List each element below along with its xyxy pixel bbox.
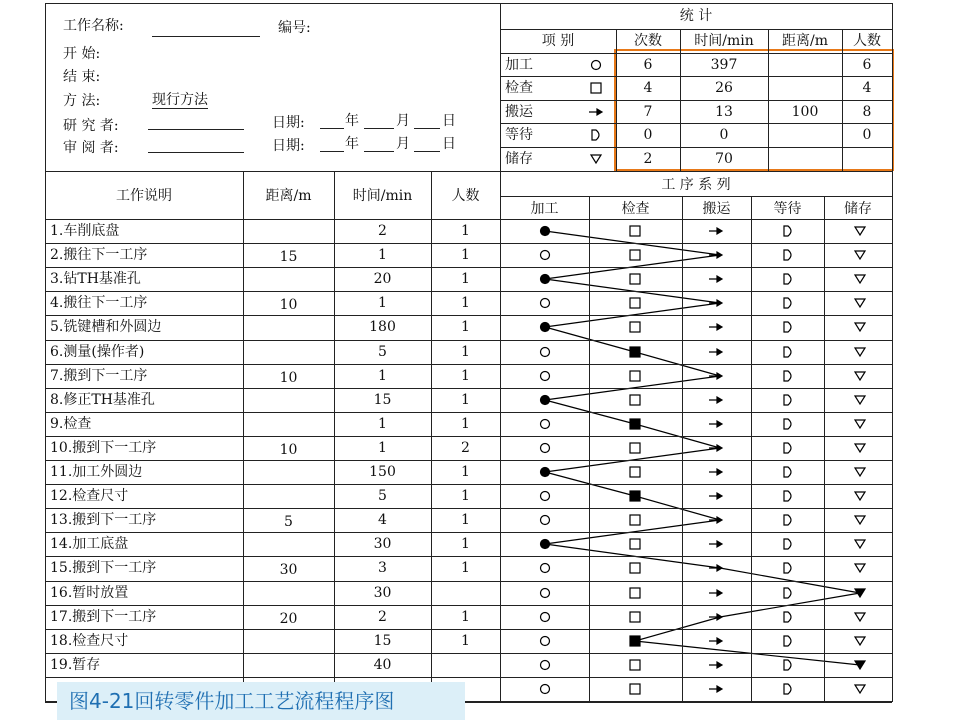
grid-line-h <box>45 677 892 678</box>
figure-caption: 图4-21回转零件加工工艺流程程序图 <box>57 682 465 720</box>
step-square-symbol <box>630 395 640 405</box>
step-d-symbol <box>784 563 791 573</box>
step-arrow-symbol <box>709 276 722 282</box>
step-people: 1 <box>461 368 470 384</box>
step-arrow-symbol <box>709 421 722 427</box>
step-people: 1 <box>461 609 470 625</box>
step-arrow-symbol <box>709 300 722 306</box>
stats-symbol <box>592 61 601 70</box>
step-circle-symbol <box>541 372 550 381</box>
step-desc: 7.搬到下一工序 <box>50 368 148 384</box>
step-triangle-symbol <box>855 564 865 572</box>
stats-symbol <box>592 130 599 140</box>
grid-line-v <box>824 196 825 702</box>
grid-line-h <box>500 53 892 54</box>
step-triangle-symbol <box>855 372 865 380</box>
grid-line-h <box>45 3 892 4</box>
month-label-2: 月 <box>396 136 410 152</box>
step-d-symbol <box>784 443 791 453</box>
step-distance: 5 <box>284 514 293 530</box>
stats-row-label: 储存 <box>505 151 533 167</box>
step-circle-symbol <box>541 251 550 260</box>
step-desc: 5.铣键槽和外圆边 <box>50 319 162 335</box>
step-d-symbol <box>784 539 791 549</box>
step-desc: 2.搬往下一工序 <box>50 247 148 263</box>
grid-line-h <box>45 605 892 606</box>
step-arrow-symbol <box>709 469 722 475</box>
step-arrow-symbol <box>709 541 722 547</box>
step-triangle-symbol <box>855 275 865 283</box>
step-d-symbol <box>784 612 791 622</box>
step-distance: 10 <box>279 297 298 313</box>
stats-row-times: 4 <box>643 80 653 96</box>
step-circle-symbol <box>541 420 550 429</box>
stats-row-label: 等待 <box>505 127 533 143</box>
step-desc: 14.加工底盘 <box>50 536 129 552</box>
step-d-symbol <box>784 250 791 260</box>
step-desc: 18.检查尺寸 <box>50 633 129 649</box>
grid-line-h <box>45 291 892 292</box>
stats-row-people: 8 <box>862 104 872 120</box>
year-label: 年 <box>345 113 359 129</box>
number-label: 编号: <box>278 20 311 36</box>
step-d-symbol <box>784 371 791 381</box>
step-time: 1 <box>378 368 387 384</box>
step-time: 2 <box>378 609 387 625</box>
stats-row-times: 2 <box>643 151 653 167</box>
step-distance: 10 <box>279 370 298 386</box>
step-triangle-symbol <box>855 251 865 259</box>
grid-line-v <box>751 196 752 702</box>
step-triangle-symbol <box>855 685 865 693</box>
step-d-symbol <box>784 322 791 332</box>
grid-line-v <box>768 29 769 171</box>
steps-col-people: 人数 <box>451 188 480 204</box>
step-square-symbol <box>630 443 640 453</box>
grid-line-h <box>45 388 892 389</box>
step-time: 1 <box>378 247 387 263</box>
step-circle-symbol <box>541 613 550 622</box>
step-people: 1 <box>461 633 470 649</box>
step-time: 30 <box>373 585 392 601</box>
step-circle-symbol <box>541 637 550 646</box>
stats-row-times: 6 <box>643 57 653 73</box>
step-d-symbol <box>784 588 791 598</box>
grid-line-h <box>500 123 892 124</box>
grid-line-h <box>45 243 892 244</box>
grid-line-h <box>45 532 892 533</box>
grid-line-h <box>45 412 892 413</box>
series-title: 工 序 系 列 <box>661 177 731 193</box>
step-desc: 4.搬往下一工序 <box>50 295 148 311</box>
grid-line-h <box>45 508 892 509</box>
step-square-symbol <box>630 515 640 525</box>
grid-line-v <box>616 29 617 171</box>
year-label-2: 年 <box>345 136 359 152</box>
grid-line-v <box>680 29 681 171</box>
step-desc: 13.搬到下一工序 <box>50 512 157 528</box>
month-label: 月 <box>396 113 410 129</box>
steps-col-distance: 距离/m <box>265 188 312 204</box>
step-arrow-symbol <box>709 252 722 258</box>
grid-line-v <box>682 196 683 702</box>
grid-line-h <box>45 653 892 654</box>
step-desc: 10.搬到下一工序 <box>50 440 157 456</box>
grid-line-h <box>500 196 892 197</box>
step-arrow-symbol <box>709 397 722 403</box>
stats-symbol <box>589 109 602 115</box>
grid-line-h <box>45 484 892 485</box>
series-col-wait: 等待 <box>773 201 802 217</box>
step-arrow-symbol <box>709 228 722 234</box>
step-people: 1 <box>461 271 470 287</box>
step-d-symbol <box>784 419 791 429</box>
step-time: 1 <box>378 295 387 311</box>
step-time: 2 <box>378 223 387 239</box>
step-desc: 15.搬到下一工序 <box>50 560 157 576</box>
stats-col-time: 时间/min <box>694 33 754 49</box>
step-triangle-symbol <box>855 468 865 476</box>
step-arrow-symbol <box>709 590 722 596</box>
step-circle-symbol <box>541 685 550 694</box>
step-arrow-symbol <box>709 638 722 644</box>
grid-line-v <box>842 29 843 171</box>
stats-title: 统 计 <box>679 8 713 24</box>
step-square-symbol <box>630 274 640 284</box>
step-people: 1 <box>461 560 470 576</box>
step-people: 1 <box>461 416 470 432</box>
step-time: 15 <box>373 633 392 649</box>
step-people: 1 <box>461 344 470 360</box>
series-col-process: 加工 <box>530 201 559 217</box>
stats-symbol <box>591 83 601 93</box>
grid-line-h <box>500 171 892 172</box>
step-square-symbol <box>630 250 640 260</box>
step-people: 1 <box>461 512 470 528</box>
series-col-transport: 搬运 <box>702 201 731 217</box>
step-time: 4 <box>378 512 387 528</box>
step-time: 180 <box>369 319 396 335</box>
grid-line-v <box>500 3 501 702</box>
step-d-symbol <box>784 660 791 670</box>
method-label: 方 法: <box>63 93 101 109</box>
step-desc: 19.暂存 <box>50 657 101 673</box>
step-time: 40 <box>373 657 392 673</box>
grid-line-h <box>500 100 892 101</box>
step-distance: 20 <box>279 611 298 627</box>
step-people: 1 <box>461 223 470 239</box>
stats-row-time: 397 <box>710 57 738 73</box>
grid-line-h <box>45 364 892 365</box>
grid-line-v <box>892 3 893 702</box>
step-people: 2 <box>461 440 470 456</box>
step-triangle-symbol <box>855 227 865 235</box>
grid-line-h <box>45 460 892 461</box>
step-distance: 10 <box>279 442 298 458</box>
step-time: 1 <box>378 440 387 456</box>
step-square-symbol <box>630 684 640 694</box>
step-triangle-symbol <box>855 396 865 404</box>
stats-row-label: 搬运 <box>505 104 533 120</box>
stats-col-people: 人数 <box>853 33 881 49</box>
step-circle-symbol <box>541 492 550 501</box>
step-desc: 1.车削底盘 <box>50 223 120 239</box>
step-circle-symbol <box>541 348 550 357</box>
stats-row-times: 0 <box>643 127 653 143</box>
step-triangle-symbol <box>855 516 865 524</box>
day-label-2: 日 <box>442 136 456 152</box>
step-d-symbol <box>784 515 791 525</box>
start-label: 开 始: <box>63 46 101 62</box>
step-square-symbol <box>630 588 640 598</box>
step-distance: 30 <box>279 562 298 578</box>
step-d-symbol <box>784 298 791 308</box>
grid-line-h <box>45 581 892 582</box>
grid-line-h <box>500 147 892 148</box>
step-square-symbol <box>630 467 640 477</box>
step-d-symbol <box>784 226 791 236</box>
step-distance: 15 <box>279 249 298 265</box>
end-label: 结 束: <box>63 69 101 85</box>
step-circle-symbol <box>541 564 550 573</box>
step-time: 1 <box>378 416 387 432</box>
step-d-symbol <box>784 684 791 694</box>
step-circle-symbol <box>541 299 550 308</box>
stats-row-time: 70 <box>715 151 733 167</box>
step-triangle-symbol <box>855 637 865 645</box>
step-desc: 12.检查尺寸 <box>50 488 129 504</box>
step-d-symbol <box>784 274 791 284</box>
step-time: 30 <box>373 536 392 552</box>
step-time: 20 <box>373 271 392 287</box>
work-name-label: 工作名称: <box>63 18 124 34</box>
stats-col-distance: 距离/m <box>782 33 828 49</box>
grid-line-h <box>45 436 892 437</box>
step-desc: 9.检查 <box>50 416 92 432</box>
step-triangle-symbol <box>855 299 865 307</box>
step-people: 1 <box>461 488 470 504</box>
stats-row-label: 加工 <box>505 57 533 73</box>
stats-row-times: 7 <box>643 104 653 120</box>
step-square-symbol <box>630 226 640 236</box>
grid-line-v <box>589 196 590 702</box>
step-square-symbol <box>630 563 640 573</box>
step-people: 1 <box>461 536 470 552</box>
stats-row-time: 0 <box>719 127 729 143</box>
grid-line-v <box>45 3 46 702</box>
step-desc: 6.测量(操作者) <box>50 344 145 360</box>
stats-row-people: 4 <box>862 80 872 96</box>
researcher-date-label: 日期: <box>272 115 305 131</box>
method-value: 现行方法 <box>152 92 208 108</box>
stats-symbol <box>591 155 601 163</box>
series-col-inspect: 检查 <box>621 201 650 217</box>
grid-line-h <box>45 340 892 341</box>
step-circle-symbol <box>541 661 550 670</box>
reviewer-label: 审 阅 者: <box>63 140 119 156</box>
step-circle-symbol <box>541 589 550 598</box>
step-d-symbol <box>784 491 791 501</box>
step-square-symbol <box>630 660 640 670</box>
step-time: 5 <box>378 344 387 360</box>
step-desc: 17.搬到下一工序 <box>50 609 157 625</box>
step-square-symbol <box>630 322 640 332</box>
stats-row-people: 6 <box>862 57 872 73</box>
reviewer-date-label: 日期: <box>272 138 305 154</box>
step-arrow-symbol <box>709 686 722 692</box>
day-label: 日 <box>442 113 456 129</box>
researcher-label: 研 究 者: <box>63 118 119 134</box>
grid-line-h <box>45 629 892 630</box>
step-triangle-symbol <box>855 348 865 356</box>
stats-row-time: 13 <box>715 104 733 120</box>
step-d-symbol <box>784 347 791 357</box>
steps-col-time: 时间/min <box>352 188 413 204</box>
step-time: 15 <box>373 392 392 408</box>
grid-line-h <box>45 219 892 220</box>
step-d-symbol <box>784 467 791 477</box>
step-square-symbol <box>630 612 640 622</box>
stats-row-label: 检查 <box>505 80 533 96</box>
steps-col-desc: 工作说明 <box>116 188 172 204</box>
step-time: 5 <box>378 488 387 504</box>
grid-line-h <box>500 76 892 77</box>
step-desc: 16.暂时放置 <box>50 585 129 601</box>
stats-row-distance: 100 <box>791 104 819 120</box>
step-people: 1 <box>461 392 470 408</box>
step-time: 150 <box>369 464 396 480</box>
step-circle-symbol <box>541 444 550 453</box>
step-people: 1 <box>461 247 470 263</box>
step-time: 3 <box>378 560 387 576</box>
step-d-symbol <box>784 636 791 646</box>
step-triangle-symbol <box>855 420 865 428</box>
grid-line-h <box>45 267 892 268</box>
step-arrow-symbol <box>709 349 722 355</box>
step-square-symbol <box>630 371 640 381</box>
step-arrow-symbol <box>709 324 722 330</box>
step-circle-symbol <box>541 516 550 525</box>
stats-row-time: 26 <box>715 80 733 96</box>
step-desc: 11.加工外圆边 <box>50 464 143 480</box>
step-triangle-symbol <box>855 540 865 548</box>
grid-line-h <box>500 29 892 30</box>
series-col-store: 储存 <box>844 201 872 217</box>
step-d-symbol <box>784 395 791 405</box>
step-triangle-symbol <box>855 323 865 331</box>
stats-col-times: 次数 <box>634 33 662 49</box>
step-desc: 3.钻TH基准孔 <box>50 271 141 287</box>
step-triangle-symbol <box>855 444 865 452</box>
step-square-symbol <box>630 539 640 549</box>
step-triangle-symbol <box>855 492 865 500</box>
grid-line-h <box>45 315 892 316</box>
step-square-symbol <box>630 298 640 308</box>
grid-line-h <box>45 556 892 557</box>
step-desc: 8.修正TH基准孔 <box>50 392 155 408</box>
step-arrow-symbol <box>709 662 722 668</box>
step-people: 1 <box>461 464 470 480</box>
step-people: 1 <box>461 295 470 311</box>
step-triangle-symbol <box>855 613 865 621</box>
step-people: 1 <box>461 319 470 335</box>
stats-col-item: 项 别 <box>541 33 575 49</box>
step-arrow-symbol <box>709 493 722 499</box>
stats-row-people: 0 <box>862 127 872 143</box>
